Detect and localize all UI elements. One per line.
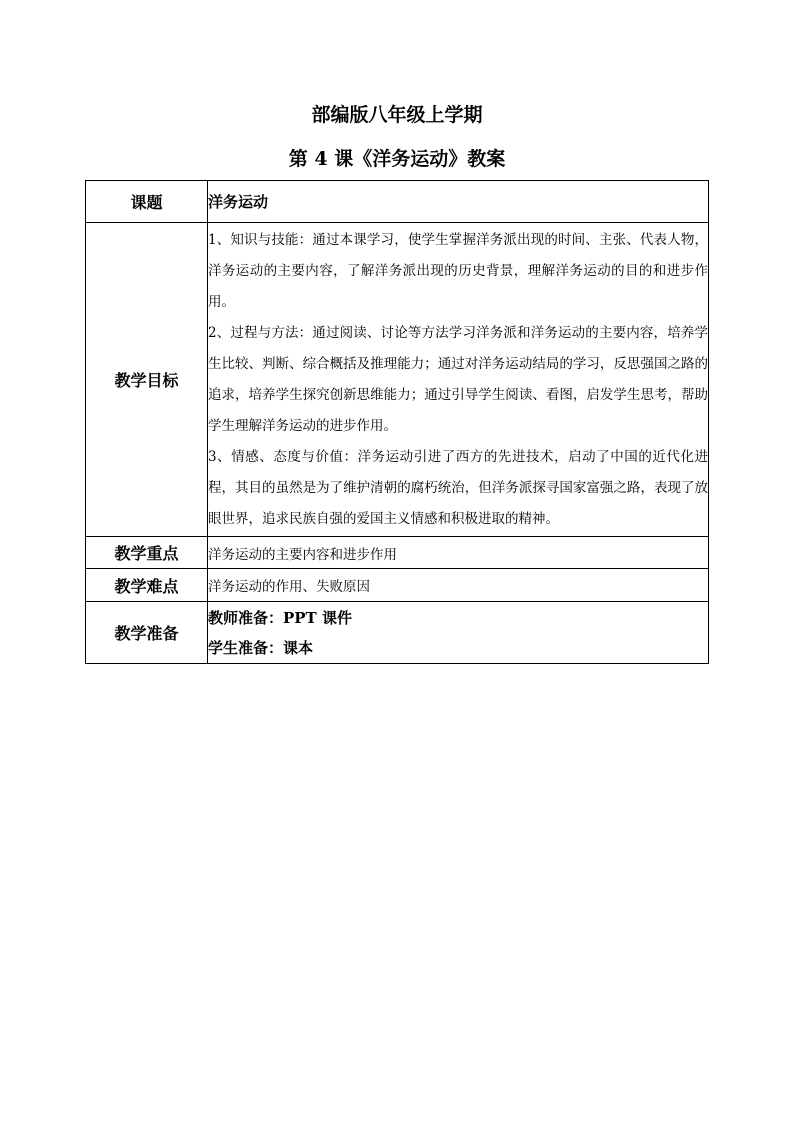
table-row-topic [86, 181, 709, 223]
goal-process: 2、过程与方法：通过阅读、讨论等方法学习洋务派和洋务运动的主要内容，培养学生比较、判断、综合概括及推理能力；通过对洋务运动结局的学习，反思强国之路的追求，培养学生探究创新思维能力；通过引导学生阅读、看图，启发学生思考，帮助学生理解洋务运动的进步作用。 [208, 324, 708, 434]
difficulty-label: 教学难点 [86, 569, 208, 602]
goal-knowledge: 1、知识与技能：通过本课学习，使学生掌握洋务派出现的时间、主张、代表人物，洋务运动的主要内容，了解洋务派出现的历史背景，理解洋务运动的目的和进步作用。 [208, 231, 708, 310]
focus-value: 洋务运动的主要内容和进步作用 [208, 546, 397, 563]
topic-label: 课题 [86, 181, 208, 223]
preparation-cell [208, 602, 709, 664]
lesson-title: 第 4 课《洋务运动》教案 [288, 148, 506, 170]
table-row-goals [86, 223, 709, 537]
table-row-difficulty [86, 569, 709, 602]
student-preparation: 学生准备：课本 [208, 638, 314, 657]
goals-cell [208, 223, 709, 537]
document-title: 部编版八年级上学期 [311, 104, 483, 126]
topic-cell [208, 181, 709, 223]
focus-cell [208, 537, 709, 569]
table-row-focus [86, 537, 709, 569]
table-row-preparation [86, 602, 709, 664]
goals-label: 教学目标 [86, 223, 208, 537]
focus-label: 教学重点 [86, 537, 208, 569]
difficulty-cell [208, 569, 709, 602]
goal-values: 3、情感、态度与价值：洋务运动引进了西方的先进技术，启动了中国的近代化进程，其目的虽然是为了维护清朝的腐朽统治，但洋务派探寻国家富强之路，表现了放眼世界，追求民族自强的爱国主义情感和积极进取的精神。 [208, 448, 708, 527]
preparation-label: 教学准备 [86, 602, 208, 664]
lesson-plan-table [85, 180, 709, 664]
topic-value: 洋务运动 [208, 193, 269, 211]
difficulty-value: 洋务运动的作用、失败原因 [208, 579, 370, 595]
teacher-preparation: 教师准备：PPT 课件 [208, 608, 352, 627]
